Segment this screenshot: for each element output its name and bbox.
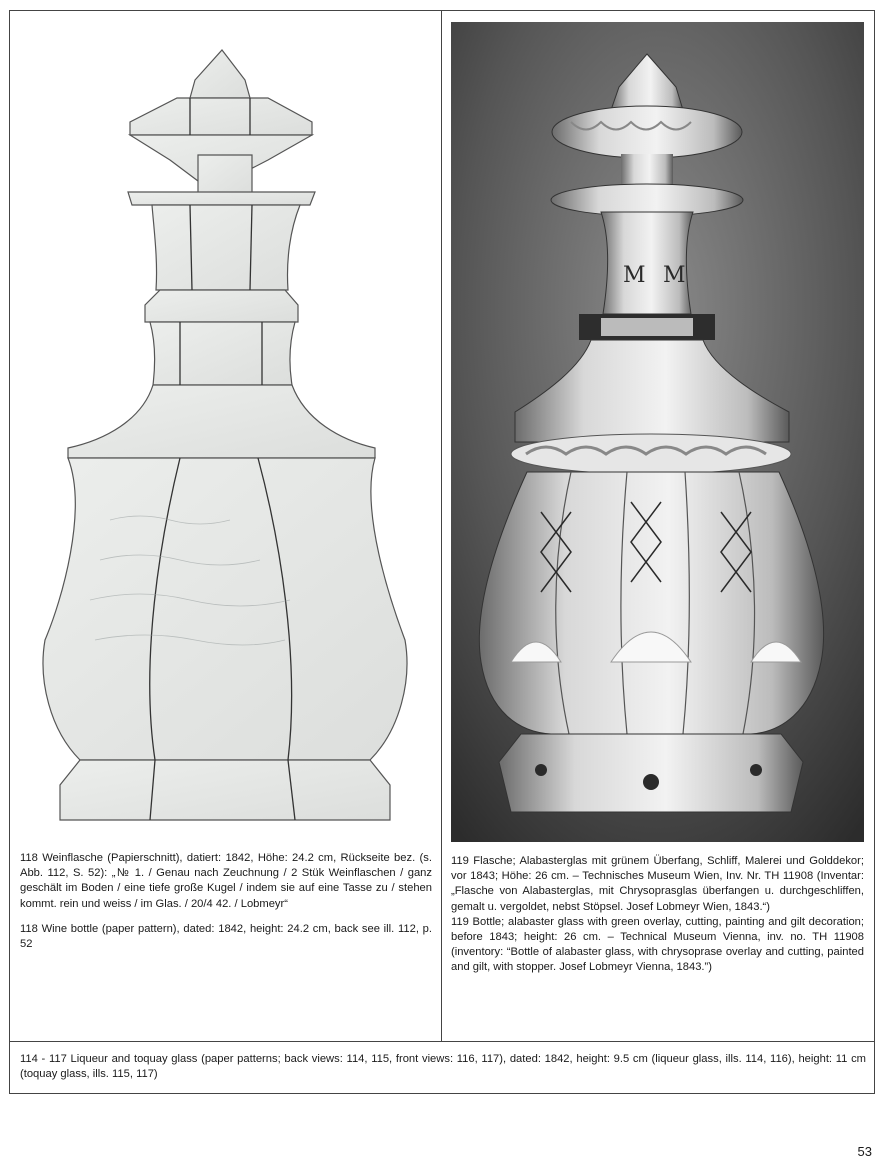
caption-figure-119 xyxy=(451,854,864,976)
svg-text:M: M xyxy=(663,263,686,288)
figure-119-bottle-photo xyxy=(451,22,864,842)
caption-figure-118 xyxy=(20,851,432,952)
column-divider xyxy=(441,10,442,1042)
page-number: 53 xyxy=(857,1144,872,1159)
caption-figures-114-117 xyxy=(20,1052,866,1082)
caption-119-german: 119 Flasche; Alabasterglas mit grünem Überfang, Schliff, Malerei und Golddekor; vor 1843; Höhe: 26 cm. – Technisches Museum Wien, Inv. Nr. TH 11908 (Inventar: „Flasche von Alabasterglas, mit Chrysoprasglas überfangen u. durchgeschliffen, gemalt u. vergoldet, nebst Stöpsel. Josef Lobmeyr Wien, 1843.“) xyxy=(451,855,864,913)
figure-118-paper-pattern xyxy=(40,40,410,830)
caption-118-english: 118 Wine bottle (paper pattern), dated: 1842, height: 24.2 cm, back see ill. 112, p. 52 xyxy=(20,922,432,951)
caption-119-english: 119 Bottle; alabaster glass with green overlay, cutting, painting and gilt decoration; before 1843; height: 26 cm. – Technical Museum Vienna, inv. no. TH 11908 (inventory: “Bottle of alabaster glass, with chrysoprase overlay and cutting, painted and gilt, with stopper. Josef Lobmeyr Vienna, 1843.”) xyxy=(451,915,864,974)
row-divider xyxy=(9,1041,875,1042)
caption-114-117-text: 114 - 117 Liqueur and toquay glass (paper patterns; back views: 114, 115, front views: 116, 117), dated: 1842, height: 9.5 cm (liqueur glass, ills. 114, 116), height: 11 cm (toquay glass, ills. 115, 117) xyxy=(20,1053,866,1081)
caption-118-german: 118 Weinflasche (Papierschnitt), datiert: 1842, Höhe: 24.2 cm, Rückseite bez. (s. Abb. 112, S. 52): „№ 1. / Genau nach Zeuchnung / 2 Stük Weinflaschen / ganz geschält im Boden / eine tiefe große Kugel / indem sie auf eine Tasse zu / stehen kommt. rein und weiss / im Glas. / 20/4 42. / Lobmeyr“ xyxy=(20,852,432,910)
svg-text:M: M xyxy=(623,263,646,288)
